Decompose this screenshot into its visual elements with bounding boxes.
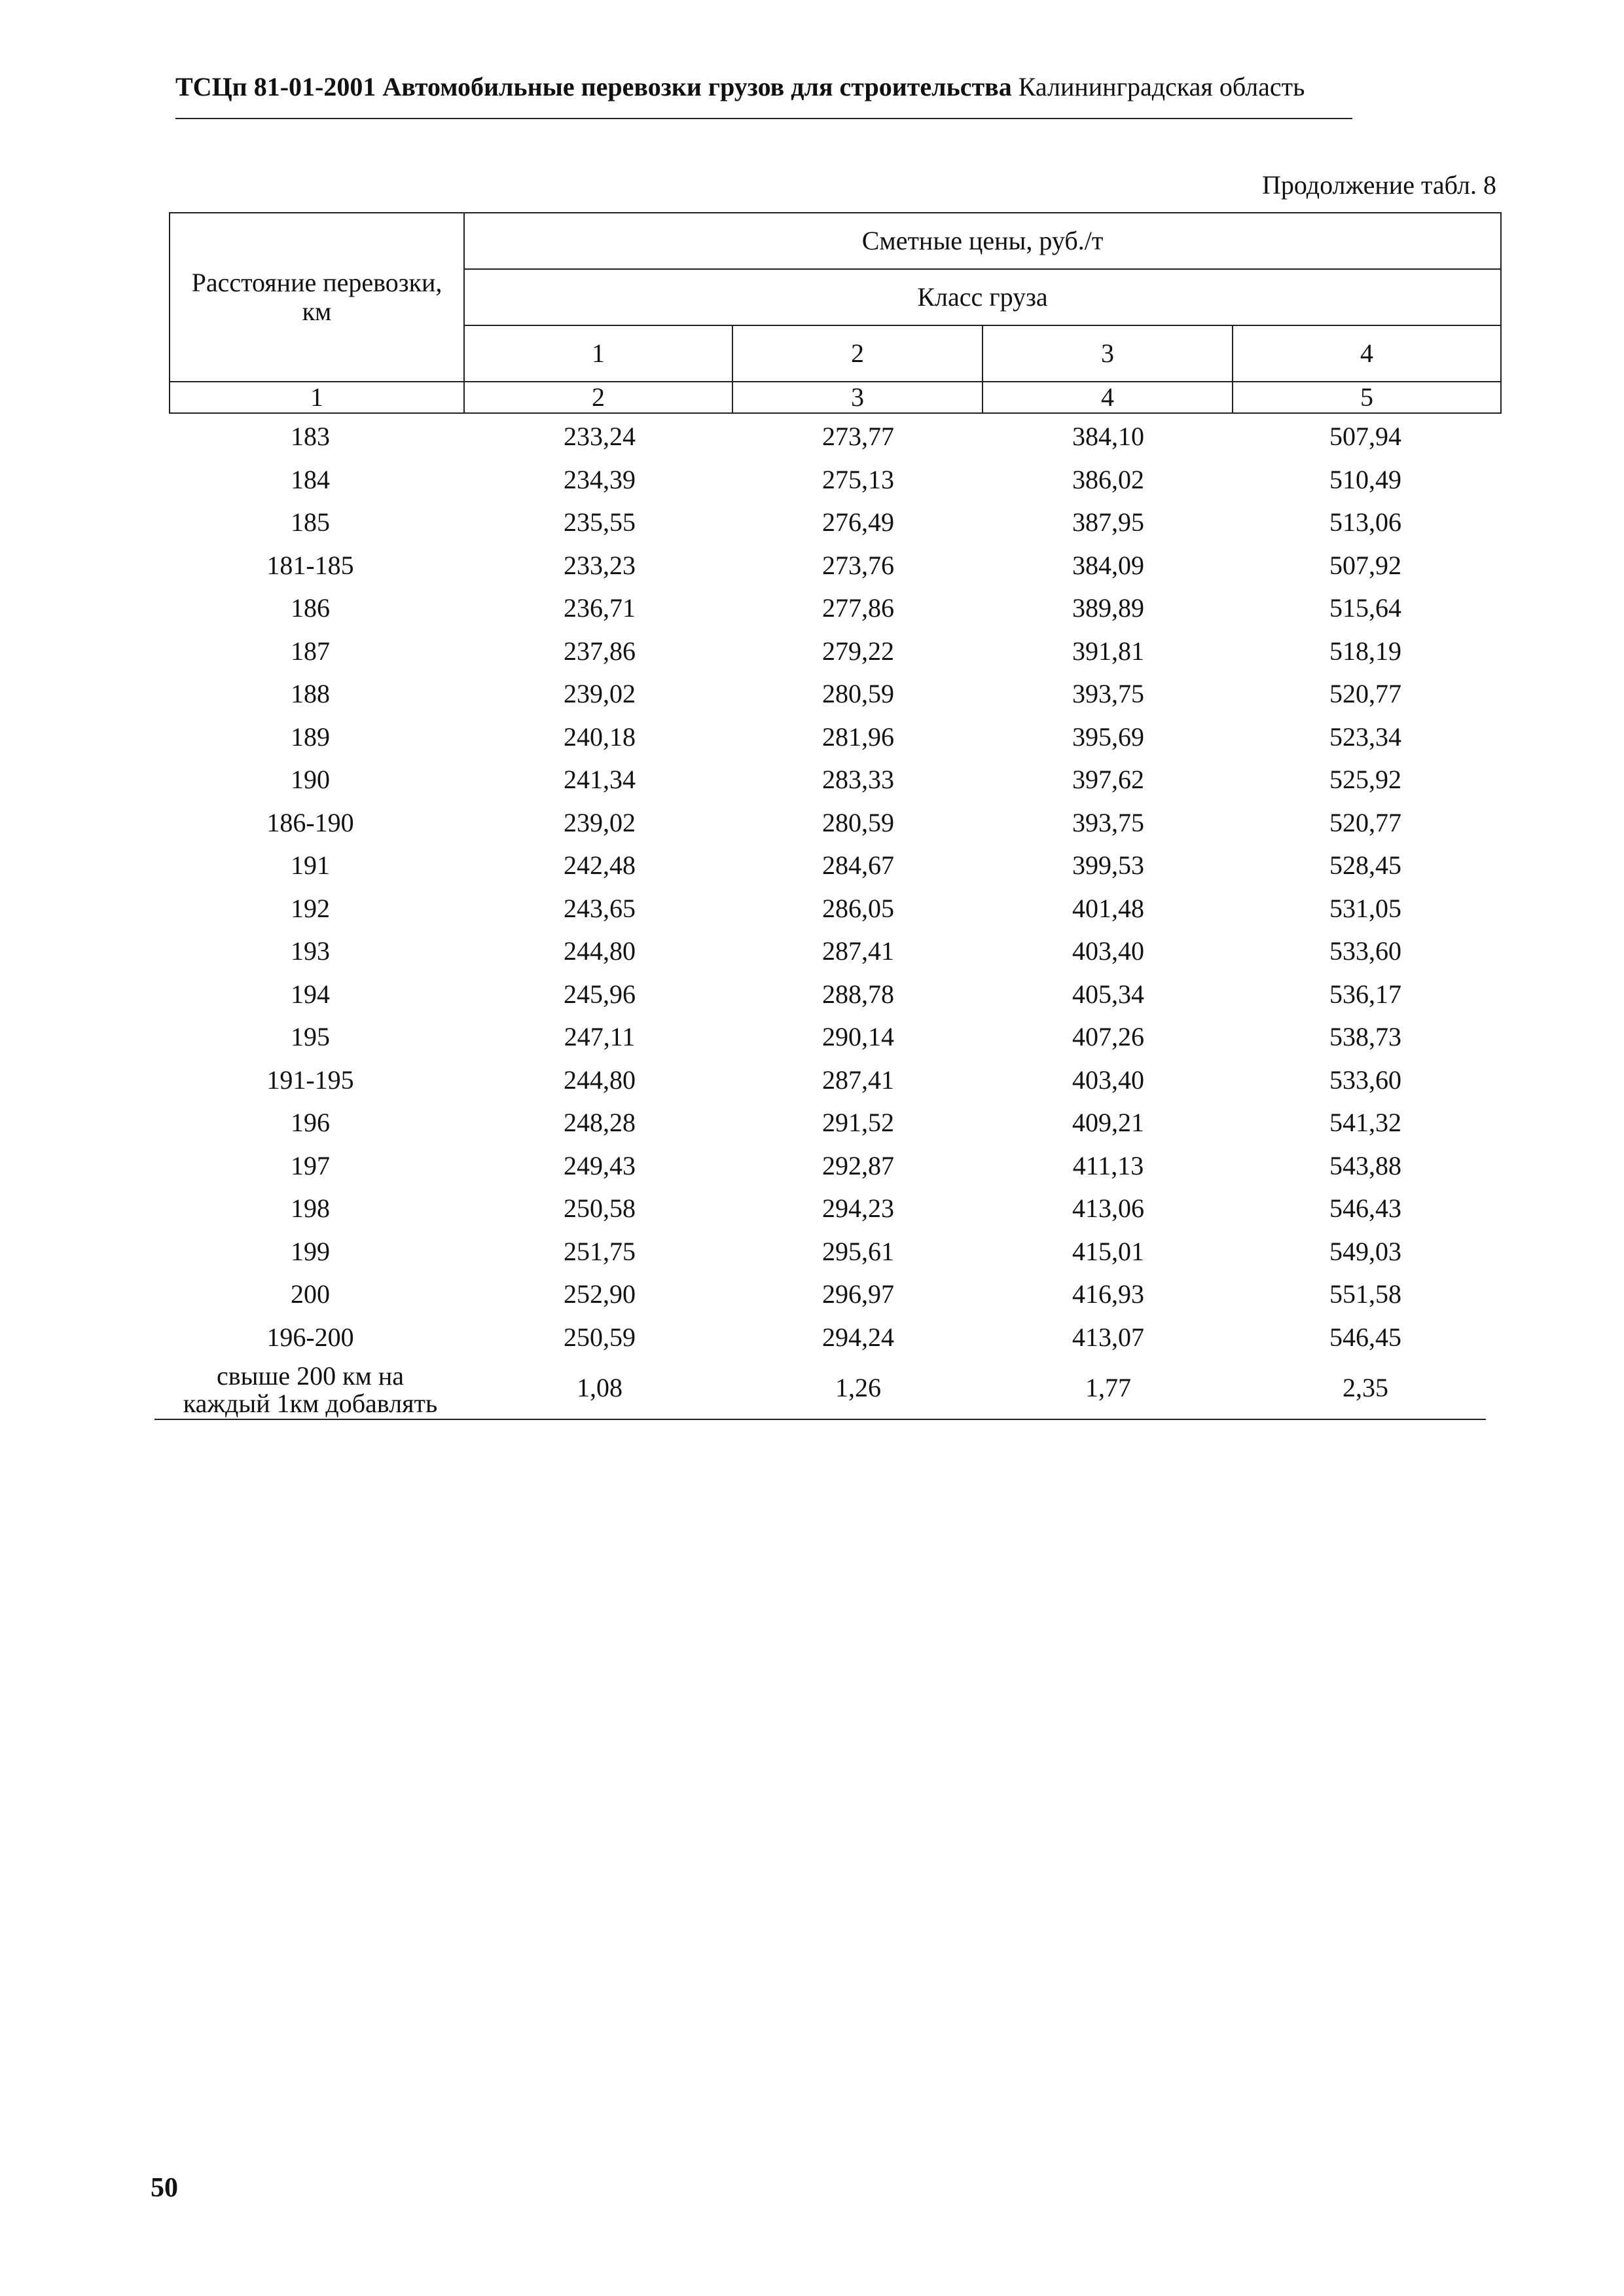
table-row-per-km: [154, 1360, 1486, 1418]
column-number: 2: [464, 382, 732, 413]
class-4-price: 520,77: [1329, 679, 1401, 708]
table-row: [154, 588, 1486, 631]
class-4-price: 513,06: [1329, 507, 1401, 537]
class-number: 3: [983, 325, 1233, 382]
distance-cell: 200: [291, 1279, 330, 1309]
class-2-price: 286,05: [822, 893, 894, 923]
class-2-price: 296,97: [822, 1279, 894, 1309]
class-4-price: 520,77: [1329, 807, 1401, 837]
class-1-price: 243,65: [564, 893, 636, 923]
class-2-price: 287,41: [822, 1065, 894, 1095]
class-4-price: 536,17: [1329, 979, 1401, 1009]
class-4-price: 528,45: [1329, 850, 1401, 880]
class-2-price: 1,26: [835, 1373, 881, 1402]
distance-cell: 194: [291, 979, 330, 1009]
table-row: [154, 888, 1486, 932]
class-2-price: 273,77: [822, 422, 894, 451]
class-2-price: 275,13: [822, 464, 894, 494]
class-3-price: 415,01: [1072, 1236, 1144, 1266]
class-3-price: 403,40: [1072, 1065, 1144, 1095]
document-header: [175, 71, 1354, 103]
class-3-price: 413,06: [1072, 1194, 1144, 1223]
class-3-price: 386,02: [1072, 464, 1144, 494]
class-3-price: 403,40: [1072, 936, 1144, 966]
class-3-price: 409,21: [1072, 1108, 1144, 1137]
class-number: 2: [732, 325, 983, 382]
class-2-price: 281,96: [822, 721, 894, 752]
class-2-price: 295,61: [822, 1236, 894, 1266]
class-3-price: 393,75: [1072, 807, 1144, 837]
class-3-price: 399,53: [1072, 850, 1144, 880]
class-1-price: 233,24: [564, 422, 636, 451]
distance-cell: 198: [291, 1194, 330, 1223]
distance-cell: 192: [291, 893, 330, 923]
column-number: 4: [983, 382, 1233, 413]
table-row: [154, 974, 1486, 1017]
class-1-price: 251,75: [564, 1236, 636, 1266]
per-km-label: [154, 1362, 466, 1417]
header-title: ТСЦп 81-01-2001 Автомобильные перевозки грузов для строительства: [175, 72, 1012, 101]
class-3-price: 411,13: [1072, 1150, 1144, 1180]
class-4-price: 518,19: [1329, 636, 1401, 666]
class-1-price: 239,02: [564, 679, 636, 708]
distance-cell: 188: [291, 679, 330, 708]
distance-cell: 185: [291, 507, 330, 537]
header-region: Калининградская область: [1018, 72, 1305, 101]
class-1-price: 244,80: [564, 936, 636, 966]
class-number: 1: [464, 325, 732, 382]
distance-cell: 196: [291, 1108, 330, 1137]
table-row: [154, 1146, 1486, 1189]
class-3-price: 1,77: [1085, 1373, 1131, 1402]
per-km-label-line1: свыше 200 км на: [217, 1361, 404, 1391]
class-1-price: 241,34: [564, 765, 636, 794]
class-1-price: 242,48: [564, 850, 636, 880]
table-row: [154, 674, 1486, 717]
class-4-price: 533,60: [1329, 1065, 1401, 1095]
class-1-price: 245,96: [564, 979, 636, 1009]
class-2-price: 273,76: [822, 550, 894, 580]
class-2-price: 277,86: [822, 593, 894, 623]
class-2-price: 291,52: [822, 1108, 894, 1137]
class-3-price: 397,62: [1072, 765, 1144, 794]
table-body: [154, 416, 1486, 1418]
class-4-price: 533,60: [1329, 936, 1401, 966]
distance-cell: 197: [291, 1150, 330, 1180]
distance-cell: 191-195: [266, 1065, 354, 1095]
table-row: [154, 545, 1486, 589]
class-1-price: 250,59: [564, 1322, 636, 1352]
class-3-price: 391,81: [1072, 636, 1144, 666]
column-number: 3: [732, 382, 983, 413]
class-1-price: 237,86: [564, 636, 636, 666]
table-row: [154, 1317, 1486, 1360]
table-row: [154, 1060, 1486, 1103]
distance-header: Расстояние перевозки, км: [170, 213, 464, 382]
class-2-price: 284,67: [822, 850, 894, 880]
distance-cell: 191: [291, 850, 330, 880]
distance-cell: 184: [291, 464, 330, 494]
table-continuation-label: Продолжение табл. 8: [1262, 170, 1496, 200]
distance-cell: 199: [291, 1236, 330, 1266]
class-1-price: 240,18: [564, 721, 636, 752]
class-1-price: 249,43: [564, 1150, 636, 1180]
distance-cell: 189: [291, 721, 330, 752]
prices-header: Сметные цены, руб./т: [464, 213, 1501, 269]
class-2-price: 290,14: [822, 1022, 894, 1051]
class-2-price: 294,23: [822, 1194, 894, 1223]
class-1-price: 244,80: [564, 1065, 636, 1095]
table-row: [154, 460, 1486, 503]
class-3-price: 405,34: [1072, 979, 1144, 1009]
header-rule: [175, 118, 1352, 119]
class-4-price: 546,45: [1329, 1322, 1401, 1352]
class-4-price: 551,58: [1329, 1279, 1401, 1309]
class-1-price: 252,90: [564, 1279, 636, 1309]
class-2-price: 283,33: [822, 765, 894, 794]
table-row: [154, 759, 1486, 803]
class-1-price: 239,02: [564, 807, 636, 837]
class-2-price: 276,49: [822, 507, 894, 537]
class-3-price: 387,95: [1072, 507, 1144, 537]
class-1-price: 1,08: [577, 1373, 623, 1402]
class-4-price: 523,34: [1329, 721, 1401, 752]
table-row: [154, 845, 1486, 888]
class-1-price: 250,58: [564, 1194, 636, 1223]
table-row: [154, 1188, 1486, 1231]
cargo-class-header: Класс груза: [464, 269, 1501, 325]
distance-cell: 186: [291, 593, 330, 623]
class-1-price: 236,71: [564, 593, 636, 623]
table-row: [154, 1231, 1486, 1275]
class-2-price: 279,22: [822, 636, 894, 666]
table-row: [154, 931, 1486, 974]
class-4-price: 538,73: [1329, 1022, 1401, 1051]
class-2-price: 294,24: [822, 1322, 894, 1352]
class-3-price: 389,89: [1072, 593, 1144, 623]
class-4-price: 2,35: [1343, 1373, 1388, 1402]
class-1-price: 248,28: [564, 1108, 636, 1137]
class-1-price: 235,55: [564, 507, 636, 537]
class-3-price: 401,48: [1072, 893, 1144, 923]
table-row: [154, 803, 1486, 846]
per-km-label-line2: каждый 1км добавлять: [183, 1389, 438, 1418]
class-4-price: 541,32: [1329, 1108, 1401, 1137]
column-number: 5: [1233, 382, 1501, 413]
distance-cell: 195: [291, 1022, 330, 1051]
table-row: [154, 631, 1486, 674]
distance-cell: 186-190: [266, 807, 354, 837]
page-number: 50: [151, 2173, 178, 2203]
class-1-price: 233,23: [564, 550, 636, 580]
class-3-price: 416,93: [1072, 1279, 1144, 1309]
table-row: [154, 717, 1486, 760]
table-row: [154, 502, 1486, 545]
class-2-price: 280,59: [822, 807, 894, 837]
class-3-price: 407,26: [1072, 1022, 1144, 1051]
table-bottom-rule: [154, 1419, 1486, 1420]
distance-cell: 190: [291, 765, 330, 794]
distance-cell: 183: [291, 422, 330, 451]
class-4-price: 515,64: [1329, 593, 1401, 623]
class-2-price: 288,78: [822, 979, 894, 1009]
class-4-price: 507,94: [1329, 422, 1401, 451]
class-3-price: 413,07: [1072, 1322, 1144, 1352]
class-1-price: 234,39: [564, 464, 636, 494]
class-4-price: 546,43: [1329, 1194, 1401, 1223]
class-3-price: 384,10: [1072, 422, 1144, 451]
class-3-price: 395,69: [1072, 721, 1144, 752]
class-number: 4: [1233, 325, 1501, 382]
class-1-price: 247,11: [564, 1022, 636, 1051]
class-4-price: 543,88: [1329, 1150, 1401, 1180]
table-header: [169, 212, 1502, 414]
class-3-price: 384,09: [1072, 550, 1144, 580]
distance-cell: 181-185: [266, 550, 354, 580]
class-2-price: 292,87: [822, 1150, 894, 1180]
class-4-price: 507,92: [1329, 550, 1401, 580]
table-row: [154, 1017, 1486, 1060]
distance-cell: 196-200: [266, 1322, 354, 1352]
distance-cell: 187: [291, 636, 330, 666]
class-2-price: 287,41: [822, 936, 894, 966]
column-number: 1: [170, 382, 464, 413]
table-row: [154, 1102, 1486, 1146]
class-4-price: 531,05: [1329, 893, 1401, 923]
class-2-price: 280,59: [822, 679, 894, 708]
class-4-price: 549,03: [1329, 1236, 1401, 1266]
table-row: [154, 416, 1486, 460]
class-4-price: 525,92: [1329, 765, 1401, 794]
class-3-price: 393,75: [1072, 679, 1144, 708]
class-4-price: 510,49: [1329, 464, 1401, 494]
table-row: [154, 1274, 1486, 1317]
distance-cell: 193: [291, 936, 330, 966]
